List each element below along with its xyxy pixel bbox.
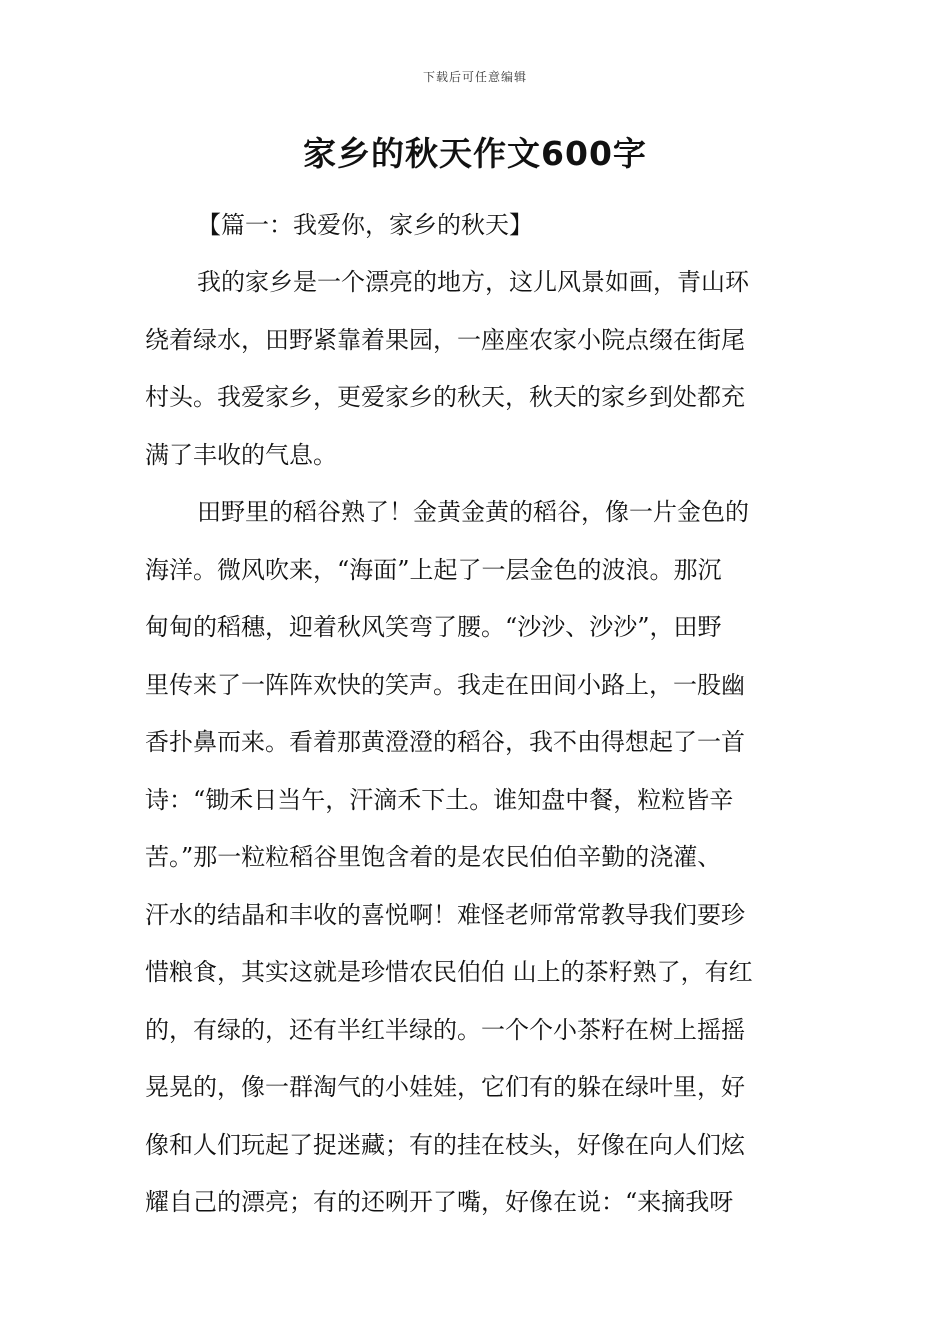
section-heading: 【篇一：我爱你，家乡的秋天】: [197, 211, 533, 239]
text-line: 诗：“锄禾日当午，汗滴禾下土。谁知盘中餐，粒粒皆辛: [145, 785, 734, 814]
text-line: 我的家乡是一个漂亮的地方，这儿风景如画，青山环: [197, 268, 749, 296]
text-line: 里传来了一阵阵欢快的笑声。我走在田间小路上，一股幽: [145, 670, 745, 699]
text-line: 绕着绿水，田野紧靠着果园，一座座农家小院点缀在街尾: [145, 325, 745, 354]
text-line: 海洋。微风吹来，“海面”上起了一层金色的波浪。那沉: [145, 555, 722, 584]
text-line: 的，有绿的，还有半红半绿的。一个个小茶籽在树上摇摇: [145, 1015, 745, 1044]
article-body: [145, 254, 810, 1232]
document-title: 家乡的秋天作文600字: [303, 134, 647, 173]
text-line: 满了丰收的气息。: [145, 440, 337, 469]
text-line: 耀自己的漂亮；有的还咧开了嘴，好像在说：“来摘我呀: [145, 1188, 734, 1216]
text-line: 村头。我爱家乡，更爱家乡的秋天，秋天的家乡到处都充: [145, 383, 745, 411]
text-line: 像和人们玩起了捉迷藏；有的挂在枝头，好像在向人们炫: [145, 1130, 745, 1159]
text-line: 香扑鼻而来。看着那黄澄澄的稻谷，我不由得想起了一首: [145, 728, 745, 756]
text-line: 甸甸的稻穗，迎着秋风笑弯了腰。“沙沙、沙沙”，田野: [145, 613, 722, 641]
header-note: 下载后可任意编辑: [422, 70, 527, 84]
text-line: 汗水的结晶和丰收的喜悦啊！难怪老师常常教导我们要珍: [145, 900, 745, 929]
text-line: 惜粮食，其实这就是珍惜农民伯伯 山上的茶籽熟了，有红: [145, 958, 753, 986]
text-line: 晃晃的，像一群淘气的小娃娃，它们有的躲在绿叶里，好: [145, 1073, 745, 1101]
text-line: 苦。”那一粒粒稻谷里饱含着的是农民伯伯辛勤的浇灌、: [145, 843, 722, 871]
text-line: 田野里的稻谷熟了！金黄金黄的稻谷，像一片金色的: [197, 498, 749, 526]
paragraph-2: [145, 484, 810, 1232]
paragraph-1: [145, 254, 810, 484]
